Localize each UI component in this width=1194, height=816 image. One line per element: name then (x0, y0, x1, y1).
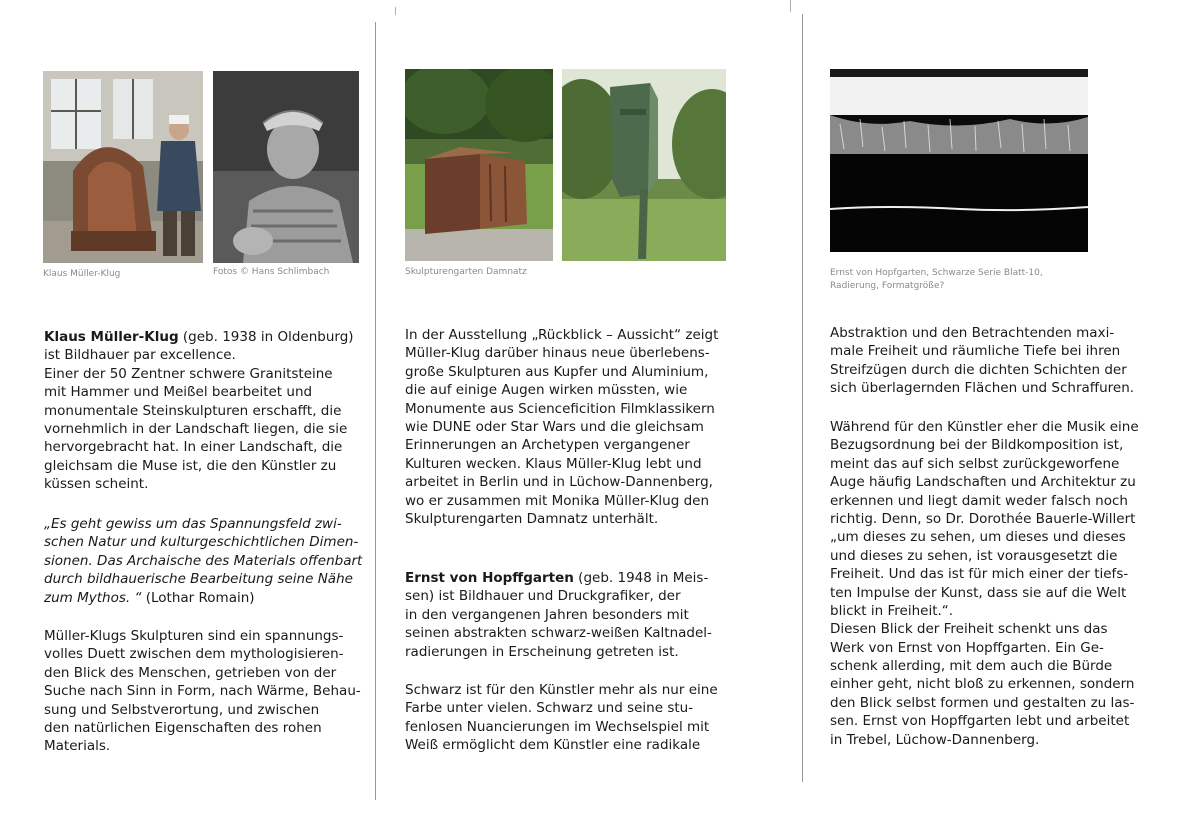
column-divider-right (802, 14, 803, 782)
exhibition-paragraph: In der Ausstellung „Rückblick – Aussicht“ zeigt Müller-Klug darüber hinaus neue überlebens- große Skulpturen aus Kupfer und Aluminium, die auf einige Augen wirken müssten, wie Monumente aus Scienceficition Filmklassikern wie DUNE oder Star Wars und die gleichsam Erinnerungen an Archetypen vergangener Kulturen wecken. Klaus Müller-Klug lebt und arbeitet in Berlin und in Lüchow-Dannenberg, wo er zusammen mit Monika Müller-Klug den Skulpturengarten Damnatz unterhält. (405, 327, 719, 527)
music-freedom-paragraph: Während für den Künstler eher die Musik eine Bezugsordnung bei der Bildkomposition ist, meint das auf sich selbst zurückgeworfene Auge häufig Landschaften und Architektur zu erkennen und liegt damit weder falsch noch richtig. Denn, so Dr. Dorothée Bauerle-Willert „um dieses zu sehen, um dieses und dieses und dieses zu sehen, ist vorausgesetzt die Freiheit. Und das ist für mich einer der tiefs- ten Impulse der Kunst, dass sie auf die Welt blickt in Freiheit.“. Diesen Blick der Freiheit schenkt uns das Werk von Ernst von Hopffgarten. Ein Ge- schenk allerding, mit dem auch die Bürde einher geht, nicht bloß zu erkennen, sondern den Blick selbst formen und gestalten zu las- sen. Ernst von Hopffgarten lebt und arbeitet in Trebel, Lüchow-Dannenberg. (830, 419, 1139, 748)
photo-garden-tall-sculpture (562, 69, 726, 261)
artist-name: Klaus Müller-Klug (44, 329, 179, 345)
page-mark (395, 7, 396, 15)
quote-paragraph: „Es geht gewiss um das Spannungsfeld zwi- schen Natur und kulturgeschichtlichen Dimen- sionen. Das Archaische des Materials offenbart durch bildhauerische Bearbeitung seine Nähe zum Mythos. “ (Lothar Romain) (44, 516, 363, 606)
photo-caption-credit: Fotos © Hans Schlimbach (213, 267, 330, 277)
hopffgarten-intro-paragraph: Ernst von Hopffgarten (geb. 1948 in Meis- sen) ist Bildhauer und Druckgrafiker, der in den vergangenen Jahren besonders mit seinen abstrakten schwarz-weißen Kaltnadel- radierungen in Erscheinung getreten ist. (405, 570, 712, 660)
intro-paragraph: Klaus Müller-Klug (geb. 1938 in Oldenburg) ist Bildhauer par excellence. Einer der 50 Zentner schwere Granitsteine mit Hammer und Meißel bearbeitet und monumentale Steinskulpturen erschafft, die vornehmlich in der Landschaft liegen, die sie hervorgebracht hat. In einer Landschaft, die gleichsam die Muse ist, die den Künstler zu küssen scheint. (44, 329, 354, 493)
photo-caption-etching: Ernst von Hopfgarten, Schwarze Serie Blatt-10, Radierung, Formatgröße? (830, 268, 1043, 291)
column-divider-left (375, 22, 376, 800)
photo-caption-garden: Skulpturengarten Damnatz (405, 267, 527, 277)
artist-name: Ernst von Hopffgarten (405, 570, 574, 586)
sculptures-paragraph: Müller-Klugs Skulpturen sind ein spannungs- volles Duett zwischen dem mythologisieren- den Blick des Menschen, getrieben von der Suche nach Sinn in Form, nach Wärme, Behau- sung und Selbstverortung, und zwischen den natürlichen Eigenschaften des rohen Materials. (44, 628, 361, 755)
page-mark (790, 0, 791, 12)
black-paragraph: Schwarz ist für den Künstler mehr als nur eine Farbe unter vielen. Schwarz und seine stu- fenlosen Nuancierungen im Wechselspiel mit Weiß ermöglicht dem Künstler eine radikale (405, 682, 718, 754)
photo-garden-box-sculpture (405, 69, 553, 261)
photo-caption-left: Klaus Müller-Klug (43, 269, 121, 279)
photo-sculptor-portrait (213, 71, 359, 263)
photo-sculptor-working (43, 71, 203, 263)
abstraction-paragraph: Abstraktion und den Betrachtenden maxi- male Freiheit und räumliche Tiefe bei ihren Streifzügen durch die dichten Schichten der sich überlagernden Flächen und Schraffuren. (830, 325, 1135, 397)
photo-etching-black-series (830, 69, 1088, 252)
